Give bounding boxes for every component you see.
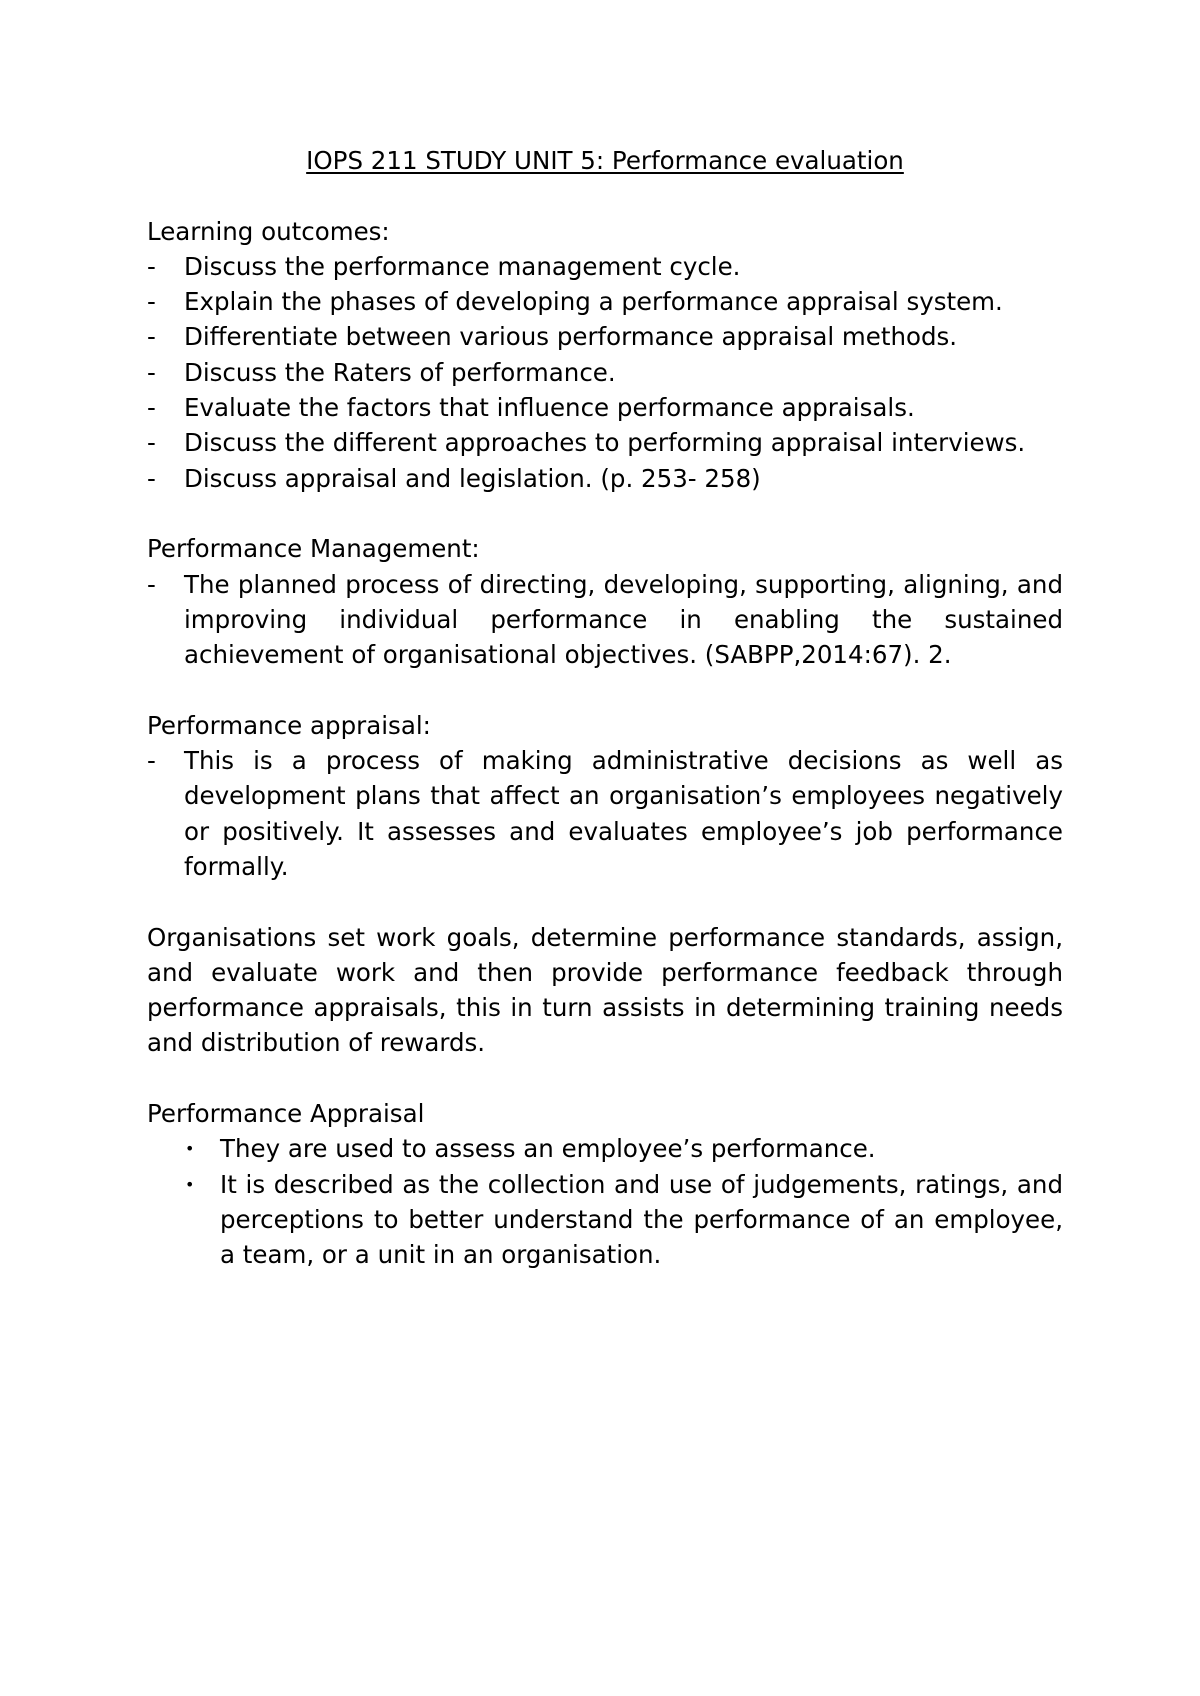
- dash-marker: -: [147, 463, 156, 493]
- list-item: [147, 461, 1063, 496]
- learning-outcomes-section: [147, 214, 1063, 496]
- list-item: [147, 319, 1063, 354]
- dash-marker: -: [147, 322, 156, 352]
- document-title: IOPS 211 STUDY UNIT 5: Performance evaluation: [306, 146, 904, 175]
- list-item-text: It is described as the collection and use of judgements, ratings, and perceptions to better understand the performance of an employee, a team, or a unit in an organisation.: [220, 1169, 1063, 1270]
- document-content: [147, 143, 1063, 1273]
- spacer: [147, 672, 1063, 707]
- dash-marker: -: [147, 251, 156, 281]
- dash-marker: -: [147, 287, 156, 317]
- list-item: [147, 743, 1063, 884]
- list-item-text: They are used to assess an employee’s performance.: [220, 1134, 876, 1164]
- performance-appraisal-definition-list: [147, 743, 1063, 884]
- spacer: [147, 496, 1063, 531]
- spacer: [147, 1061, 1063, 1096]
- performance-appraisal-definition-heading: Performance appraisal:: [147, 710, 431, 740]
- list-item: [147, 1131, 1063, 1166]
- list-item: [147, 284, 1063, 319]
- list-item-text: Discuss the Raters of performance.: [184, 357, 616, 387]
- learning-outcomes-list: [147, 249, 1063, 496]
- list-item-text: Explain the phases of developing a performance appraisal system.: [184, 287, 1003, 317]
- organisations-paragraph: Organisations set work goals, determine performance standards, assign, and evaluate work and then provide performance feedback through performance appraisals, this in turn assists in determining training needs and distribution of rewards.: [147, 922, 1063, 1058]
- performance-management-heading: Performance Management:: [147, 534, 480, 564]
- dash-marker: -: [147, 357, 156, 387]
- dash-marker: -: [147, 569, 156, 599]
- list-item: [147, 567, 1063, 673]
- list-item-text: Discuss the performance management cycle.: [184, 251, 741, 281]
- performance-appraisal-bullet-list: [147, 1131, 1063, 1272]
- spacer: [147, 884, 1063, 919]
- performance-appraisal-bullets-section: [147, 1096, 1063, 1272]
- performance-management-section: [147, 531, 1063, 672]
- list-item-text: The planned process of directing, developing, supporting, aligning, and improving individual performance in enabling the sustained achievement of organisational objectives. (SABPP,2014:67). 2.: [184, 569, 1063, 670]
- list-item-text: Differentiate between various performance appraisal methods.: [184, 322, 958, 352]
- dash-marker: -: [147, 746, 156, 776]
- list-item-text: Discuss the different approaches to performing appraisal interviews.: [184, 428, 1026, 458]
- dash-marker: -: [147, 393, 156, 423]
- list-item-text: This is a process of making administrative decisions as well as development plans that affect an organisation’s employees negatively or positively. It assesses and evaluates employee’s job performance formally.: [184, 746, 1063, 881]
- list-item-text: Evaluate the factors that influence performance appraisals.: [184, 393, 915, 423]
- spacer: [147, 178, 1063, 213]
- performance-appraisal-bullets-heading: Performance Appraisal: [147, 1099, 425, 1129]
- learning-outcomes-heading: Learning outcomes:: [147, 216, 390, 246]
- bullet-marker: •: [185, 1139, 195, 1159]
- list-item: [147, 355, 1063, 390]
- list-item: [147, 1167, 1063, 1273]
- dash-marker: -: [147, 428, 156, 458]
- list-item: [147, 249, 1063, 284]
- performance-management-list: [147, 567, 1063, 673]
- performance-appraisal-definition-section: [147, 708, 1063, 884]
- list-item-text: Discuss appraisal and legislation. (p. 253- 258): [184, 463, 761, 493]
- list-item: [147, 390, 1063, 425]
- list-item: [147, 425, 1063, 460]
- bullet-marker: •: [185, 1174, 195, 1194]
